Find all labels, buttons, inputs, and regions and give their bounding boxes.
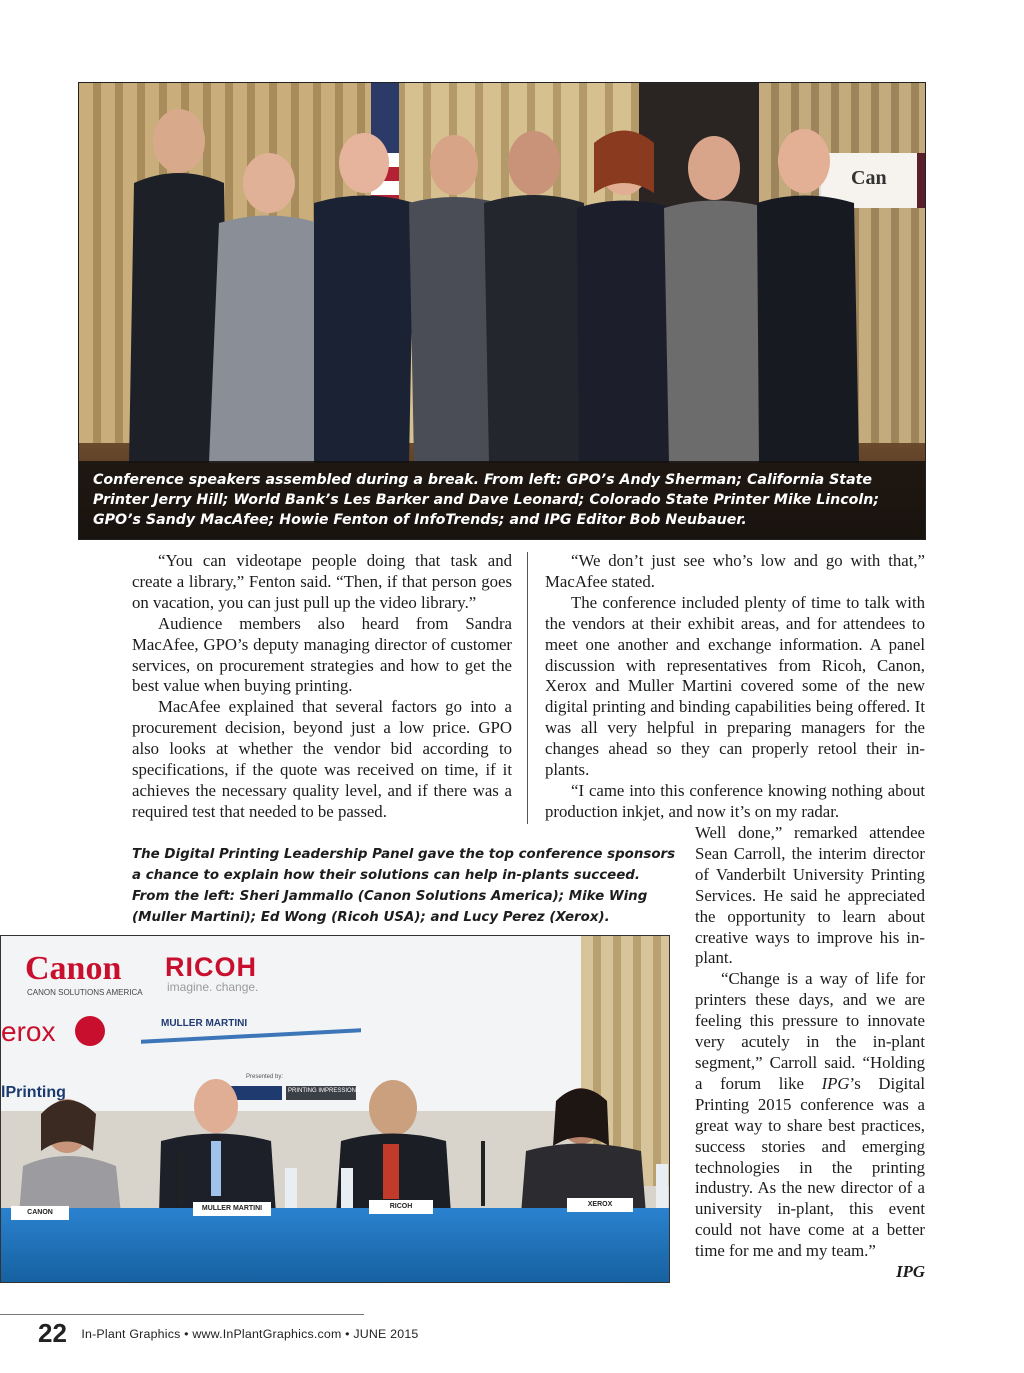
panel-caption-line: From the left: Sheri Jammallo (Canon Solutions America); Mike Wing [132,889,648,904]
article-right-column [545,551,925,823]
top-caption-line: Conference speakers assembled during a break. From left: GPO’s Andy Sherman; California State [93,472,873,488]
page-footer [38,1318,419,1349]
quote-text: “Change is a way of life for printers these days, and we are feeling this pressure to innovate very acutely in the in-plant segment,” Carroll said. “Holding a forum like [695,969,925,1093]
nameplate-ricoh: RICOH [369,1200,433,1214]
person-5 [484,131,584,463]
person-3 [314,133,414,463]
top-caption-line: GPO’s Sandy MacAfee; Howie Fenton of InfoTrends; and IPG Editor Bob Neubauer. [93,512,747,528]
panel-caption-line: The Digital Printing Leadership Panel gave the top conference sponsors [132,847,676,862]
water-bottle-icon [285,1168,297,1208]
panel-table [1,1208,670,1283]
top-caption-line: Printer Jerry Hill; World Bank’s Les Barker and Dave Leonard; Colorado State Printer Mike Lincoln; [93,492,880,508]
ricoh-logo: RICOH [165,952,257,982]
nameplate-canon: CANON [11,1206,69,1220]
person-2 [209,153,329,463]
canon-backdrop-text: Can [851,167,887,189]
article-paragraph: “I came into this conference knowing nothing about production inkjet, and now it’s on my radar. [545,780,925,821]
article-paragraph: “You can videotape people doing that task and create a library,” Fenton said. “Then, if that person goes on vacation, you can just pull up the video library.” [132,551,512,612]
microphone-icon [179,1151,183,1206]
article-narrow-column [695,823,925,1283]
panel-photo-caption [132,844,676,928]
article-left-column [132,551,512,823]
microphone-icon [481,1141,485,1206]
ricoh-tagline: imagine. change. [167,980,259,994]
article-paragraph: Well done,” remarked attendee Sean Carroll, the interim director of Vanderbilt University Printing Services. He said he appreciated the opportunity to learn about creative ways to improve his in-plant. [695,823,925,968]
article-signature: IPG [896,1262,925,1282]
article-paragraph: Audience members also heard from Sandra MacAfee, GPO’s deputy managing director of customer services, on procurement strategies and how to get the best value when buying printing. [132,613,512,696]
panelist-xerox [521,1088,646,1214]
muller-martini-logo: MULLER MARTINI [161,1018,248,1029]
column-divider [527,552,528,824]
panel-caption-line: (Muller Martini); Ed Wong (Ricoh USA); and Lucy Perez (Xerox). [132,910,610,925]
person-7 [664,136,769,463]
water-bottle-icon [341,1168,353,1208]
panel-caption-line: a chance to explain how their solutions can help in-plants succeed. [132,868,640,883]
presented-by-text: Presented by: [246,1074,284,1080]
panelist-muller [159,1079,276,1214]
printing-logo: lPrinting [1,1084,66,1101]
water-bottle-icon [656,1164,668,1208]
panelist-canon [19,1099,121,1214]
footer-rule [0,1314,364,1315]
publication-name: IPG [821,1073,850,1093]
xerox-logo: erox [1,1016,56,1047]
person-4 [409,135,499,463]
article-paragraph [695,969,925,1282]
nameplate-muller: MULLER MARTINI [193,1202,271,1216]
canon-subtitle: CANON SOLUTIONS AMERICA [27,988,143,997]
page-number: 22 [38,1318,67,1348]
article-paragraph: The conference included plenty of time to talk with the vendors at their exhibit areas, and for attendees to meet one another and exchange information. A panel discussion with representatives from Ricoh, Canon, Xerox and Muller Martini covered some of the new digital printing and binding capabilities being offered. It was all very helpful in preparing managers for the changes ahead so they can properly retool their in-plants. [545,592,925,780]
article-paragraph: “We don’t just see who’s low and go with that,” MacAfee stated. [545,551,925,591]
speakers-photo [78,82,926,540]
nameplate-xerox: XEROX [567,1198,633,1212]
top-photo-caption [79,461,925,539]
footer-text: In-Plant Graphics • www.InPlantGraphics.com • JUNE 2015 [81,1326,419,1341]
canon-logo: Canon [25,950,122,987]
quote-text: ’s Digital Printing 2015 conference was a great way to share best practices, success stories and emerging technologies in the printing industry. As the new director of a university in-plant, this event could not have come at a better time for me and my team.” [695,1073,925,1261]
panel-photo [0,935,670,1283]
panelist-ricoh [336,1080,451,1214]
person-8 [757,129,859,463]
person-6 [577,131,674,464]
impressions-logo: PRINTING IMPRESSIONS [286,1086,356,1100]
article-paragraph: MacAfee explained that several factors go into a procurement decision, beyond just a low price. GPO also looks at whether the vendor bid according to specifications, if the quote was received on time, if it achieves the necessary quality level, and if there was a required test that needed to be passed. [132,697,512,821]
